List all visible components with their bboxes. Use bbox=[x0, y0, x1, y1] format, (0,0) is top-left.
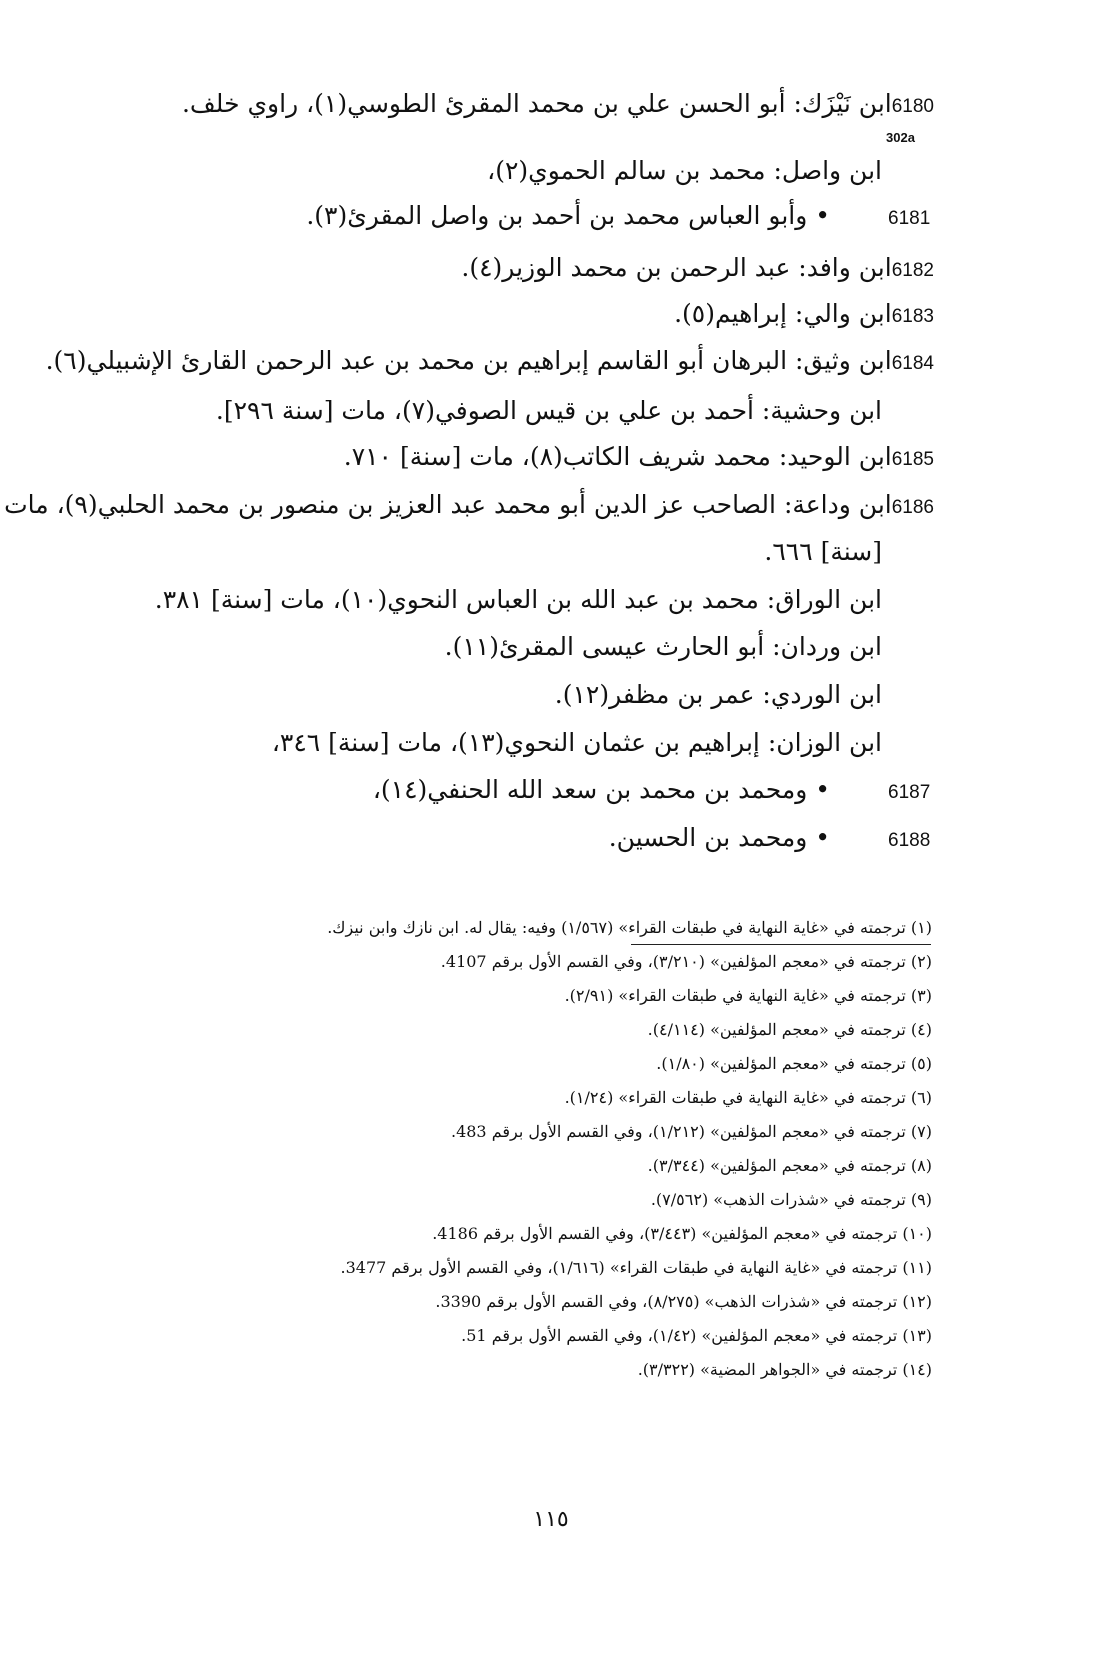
entry-ibn-wardi bbox=[555, 680, 882, 710]
entry-text: ابن الوحيد: محمد شريف الكاتب(٨)، مات [سنة] ٧١٠. bbox=[343, 442, 892, 471]
entry-6186 bbox=[4, 490, 934, 523]
entry-6180 bbox=[182, 89, 934, 122]
entry-text: ابن وحشية: أحمد بن علي بن قيس الصوفي(٧)، مات [سنة ٢٩٦]. bbox=[215, 396, 882, 425]
entry-text: ابن الوزان: إبراهيم بن عثمان النحوي(١٣)، مات [سنة] ٣٤٦، bbox=[271, 728, 882, 757]
entry-text: ابن وافد: عبد الرحمن بن محمد الوزير(٤). bbox=[461, 253, 892, 282]
entry-6187 bbox=[373, 775, 830, 805]
entry-text: ابن وردان: أبو الحارث عيسى المقرئ(١١). bbox=[444, 632, 882, 661]
entry-ibn-wazzan bbox=[272, 728, 882, 758]
entry-6186-continuation bbox=[764, 537, 882, 567]
entry-number: 6183 bbox=[891, 306, 934, 327]
entry-number: 6181 bbox=[888, 208, 931, 229]
footnote-11: (١١) ترجمته في «غاية النهاية في طبقات القراء» (١/٦١٦)، وفي القسم الأول برقم 3477. bbox=[340, 1258, 932, 1277]
entry-6184 bbox=[46, 346, 934, 379]
entry-text: ابن والي: إبراهيم(٥). bbox=[674, 299, 892, 328]
page-number: ١١٥ bbox=[533, 1507, 569, 1532]
entry-number: 6185 bbox=[891, 449, 934, 470]
footnote-2: (٢) ترجمته في «معجم المؤلفين» (٣/٢١٠)، وفي القسم الأول برقم 4107. bbox=[440, 952, 932, 971]
entry-text: ابن نَيْزَك: أبو الحسن علي بن محمد المقرئ الطوسي(١)، راوي خلف. bbox=[181, 89, 892, 118]
entry-number: 6184 bbox=[891, 353, 934, 374]
entry-text: ابن الوراق: محمد بن عبد الله بن العباس النحوي(١٠)، مات [سنة] ٣٨١. bbox=[154, 585, 882, 614]
footnote-12: (١٢) ترجمته في «شذرات الذهب» (٨/٢٧٥)، وفي القسم الأول برقم 3390. bbox=[435, 1292, 932, 1311]
entry-6188 bbox=[609, 823, 830, 853]
footnote-7: (٧) ترجمته في «معجم المؤلفين» (١/٢١٢)، وفي القسم الأول برقم 483. bbox=[450, 1122, 932, 1141]
footnote-8: (٨) ترجمته في «معجم المؤلفين» (٣/٣٤٤). bbox=[647, 1156, 932, 1175]
entry-text: ابن الوردي: عمر بن مظفر(١٢). bbox=[554, 680, 882, 709]
entry-ibn-wasil bbox=[487, 156, 882, 186]
entry-text: • ومحمد بن محمد بن سعد الله الحنفي(١٤)، bbox=[372, 775, 830, 804]
footnote-separator bbox=[631, 944, 931, 945]
footnote-14: (١٤) ترجمته في «الجواهر المضية» (٣/٣٢٢). bbox=[637, 1360, 932, 1379]
entry-number: 6182 bbox=[891, 260, 934, 281]
entry-6182 bbox=[461, 253, 934, 286]
entry-ibn-wardan bbox=[445, 632, 882, 662]
footnote-3: (٣) ترجمته في «غاية النهاية في طبقات القراء» (٢/٩١). bbox=[564, 986, 932, 1005]
entry-6185 bbox=[344, 442, 934, 475]
footnote-9: (٩) ترجمته في «شذرات الذهب» (٧/٥٦٢). bbox=[650, 1190, 932, 1209]
folio-marker: 302a bbox=[886, 130, 915, 145]
entry-text: ابن وداعة: الصاحب عز الدين أبو محمد عبد العزيز بن منصور بن محمد الحلبي(٩)، مات bbox=[4, 490, 892, 519]
entry-text: • وأبو العباس محمد بن أحمد بن واصل المقرئ(٣). bbox=[306, 201, 830, 230]
entry-6183 bbox=[674, 299, 934, 332]
entry-text: [سنة] ٦٦٦. bbox=[764, 537, 882, 566]
entry-text: • ومحمد بن الحسين. bbox=[608, 823, 830, 852]
entry-number: 6180 bbox=[891, 96, 934, 117]
entry-ibn-warraq bbox=[155, 585, 882, 615]
entry-ibn-wahshiyya bbox=[216, 396, 882, 426]
footnote-13: (١٣) ترجمته في «معجم المؤلفين» (١/٤٢)، وفي القسم الأول برقم 51. bbox=[461, 1326, 932, 1345]
entry-text: ابن واصل: محمد بن سالم الحموي(٢)، bbox=[487, 156, 882, 185]
footnote-5: (٥) ترجمته في «معجم المؤلفين» (١/٨٠). bbox=[656, 1054, 932, 1073]
footnote-4: (٤) ترجمته في «معجم المؤلفين» (٤/١١٤). bbox=[647, 1020, 932, 1039]
entry-number: 6188 bbox=[888, 830, 931, 851]
entry-number: 6186 bbox=[891, 497, 934, 518]
footnote-1: (١) ترجمته في «غاية النهاية في طبقات القراء» (١/٥٦٧) وفيه: يقال له. ابن نازك وابن نيزك. bbox=[327, 918, 932, 937]
entry-6181 bbox=[306, 201, 830, 231]
entry-text: ابن وثيق: البرهان أبو القاسم إبراهيم بن محمد بن عبد الرحمن القارئ الإشبيلي(٦). bbox=[45, 346, 892, 375]
footnote-10: (١٠) ترجمته في «معجم المؤلفين» (٣/٤٤٣)، وفي القسم الأول برقم 4186. bbox=[432, 1224, 932, 1243]
footnote-6: (٦) ترجمته في «غاية النهاية في طبقات القراء» (١/٢٤). bbox=[564, 1088, 932, 1107]
entry-number: 6187 bbox=[888, 782, 931, 803]
